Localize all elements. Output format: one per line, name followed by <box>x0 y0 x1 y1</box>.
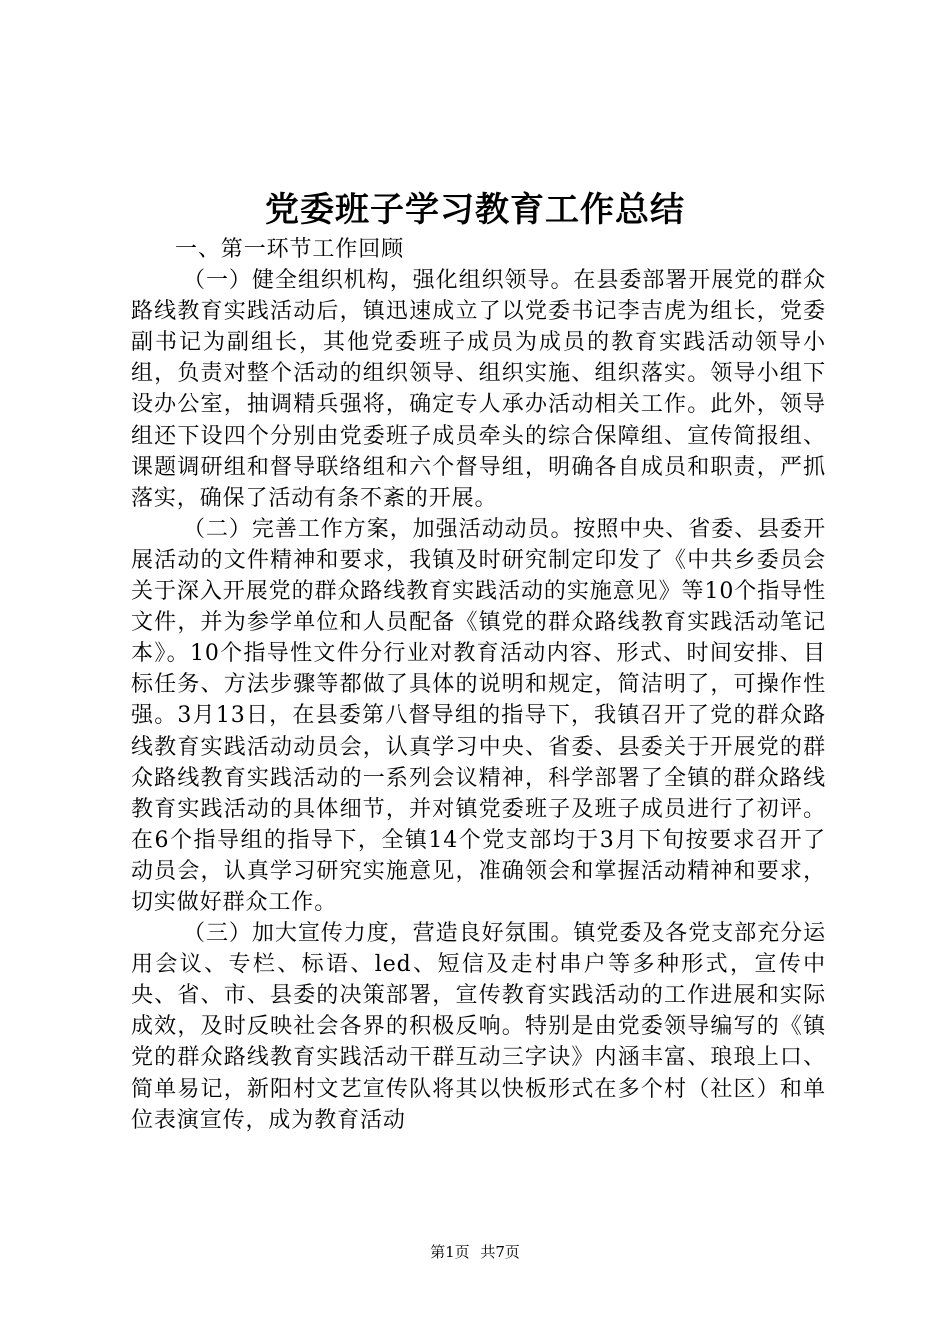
section-heading: 一、第一环节工作回顾 <box>175 237 405 262</box>
document-body <box>131 234 826 1136</box>
page-total: 共7页 <box>480 1243 520 1261</box>
page-footer <box>0 1242 950 1262</box>
paragraph-1: （一）健全组织机构，强化组织领导。在县委部署开展党的群众路线教育实践活动后，镇迅速成立了以党委书记李吉虎为组长，党委副书记为副组长，其他党委班子成员为成员的教育实践活动领导小组，负责对整个活动的组织领导、组织实施、组织落实。领导小组下设办公室，抽调精兵强将，确定专人承办活动相关工作。此外，领导组还下设四个分别由党委班子成员牵头的综合保障组、宣传简报组、课题调研组和督导联络组和六个督导组，明确各自成员和职责，严抓落实，确保了活动有条不紊的开展。 <box>131 268 826 511</box>
paragraph-2: （二）完善工作方案，加强活动动员。按照中央、省委、县委开展活动的文件精神和要求，我镇及时研究制定印发了《中共乡委员会关于深入开展党的群众路线教育实践活动的实施意见》等10个指导性文件，并为参学单位和人员配备《镇党的群众路线教育实践活动笔记本》。10个指导性文件分行业对教育活动内容、形式、时间安排、目标任务、方法步骤等都做了具体的说明和规定，简洁明了，可操作性强。3月13日，在县委第八督导组的指导下，我镇召开了党的群众路线教育实践活动动员会，认真学习中央、省委、县委关于开展党的群众路线教育实践活动的一系列会议精神，科学部署了全镇的群众路线教育实践活动的具体细节，并对镇党委班子及班子成员进行了初评。在6个指导组的指导下，全镇14个党支部均于3月下旬按要求召开了动员会，认真学习研究实施意见，准确领会和掌握活动精神和要求，切实做好群众工作。 <box>131 516 826 915</box>
paragraph-3: （三）加大宣传力度，营造良好氛围。镇党委及各党支部充分运用会议、专栏、标语、led、短信及走村串户等多种形式，宣传中央、省、市、县委的决策部署，宣传教育实践活动的工作进展和实际成效，及时反映社会各界的积极反响。特别是由党委领导编写的《镇党的群众路线教育实践活动干群互动三字诀》内涵丰富、琅琅上口、简单易记，新阳村文艺宣传队将其以快板形式在多个村（社区）和单位表演宣传，成为教育活动 <box>131 921 826 1133</box>
document-title: 党委班子学习教育工作总结 <box>265 190 685 230</box>
page-number: 第1页 <box>430 1243 470 1261</box>
